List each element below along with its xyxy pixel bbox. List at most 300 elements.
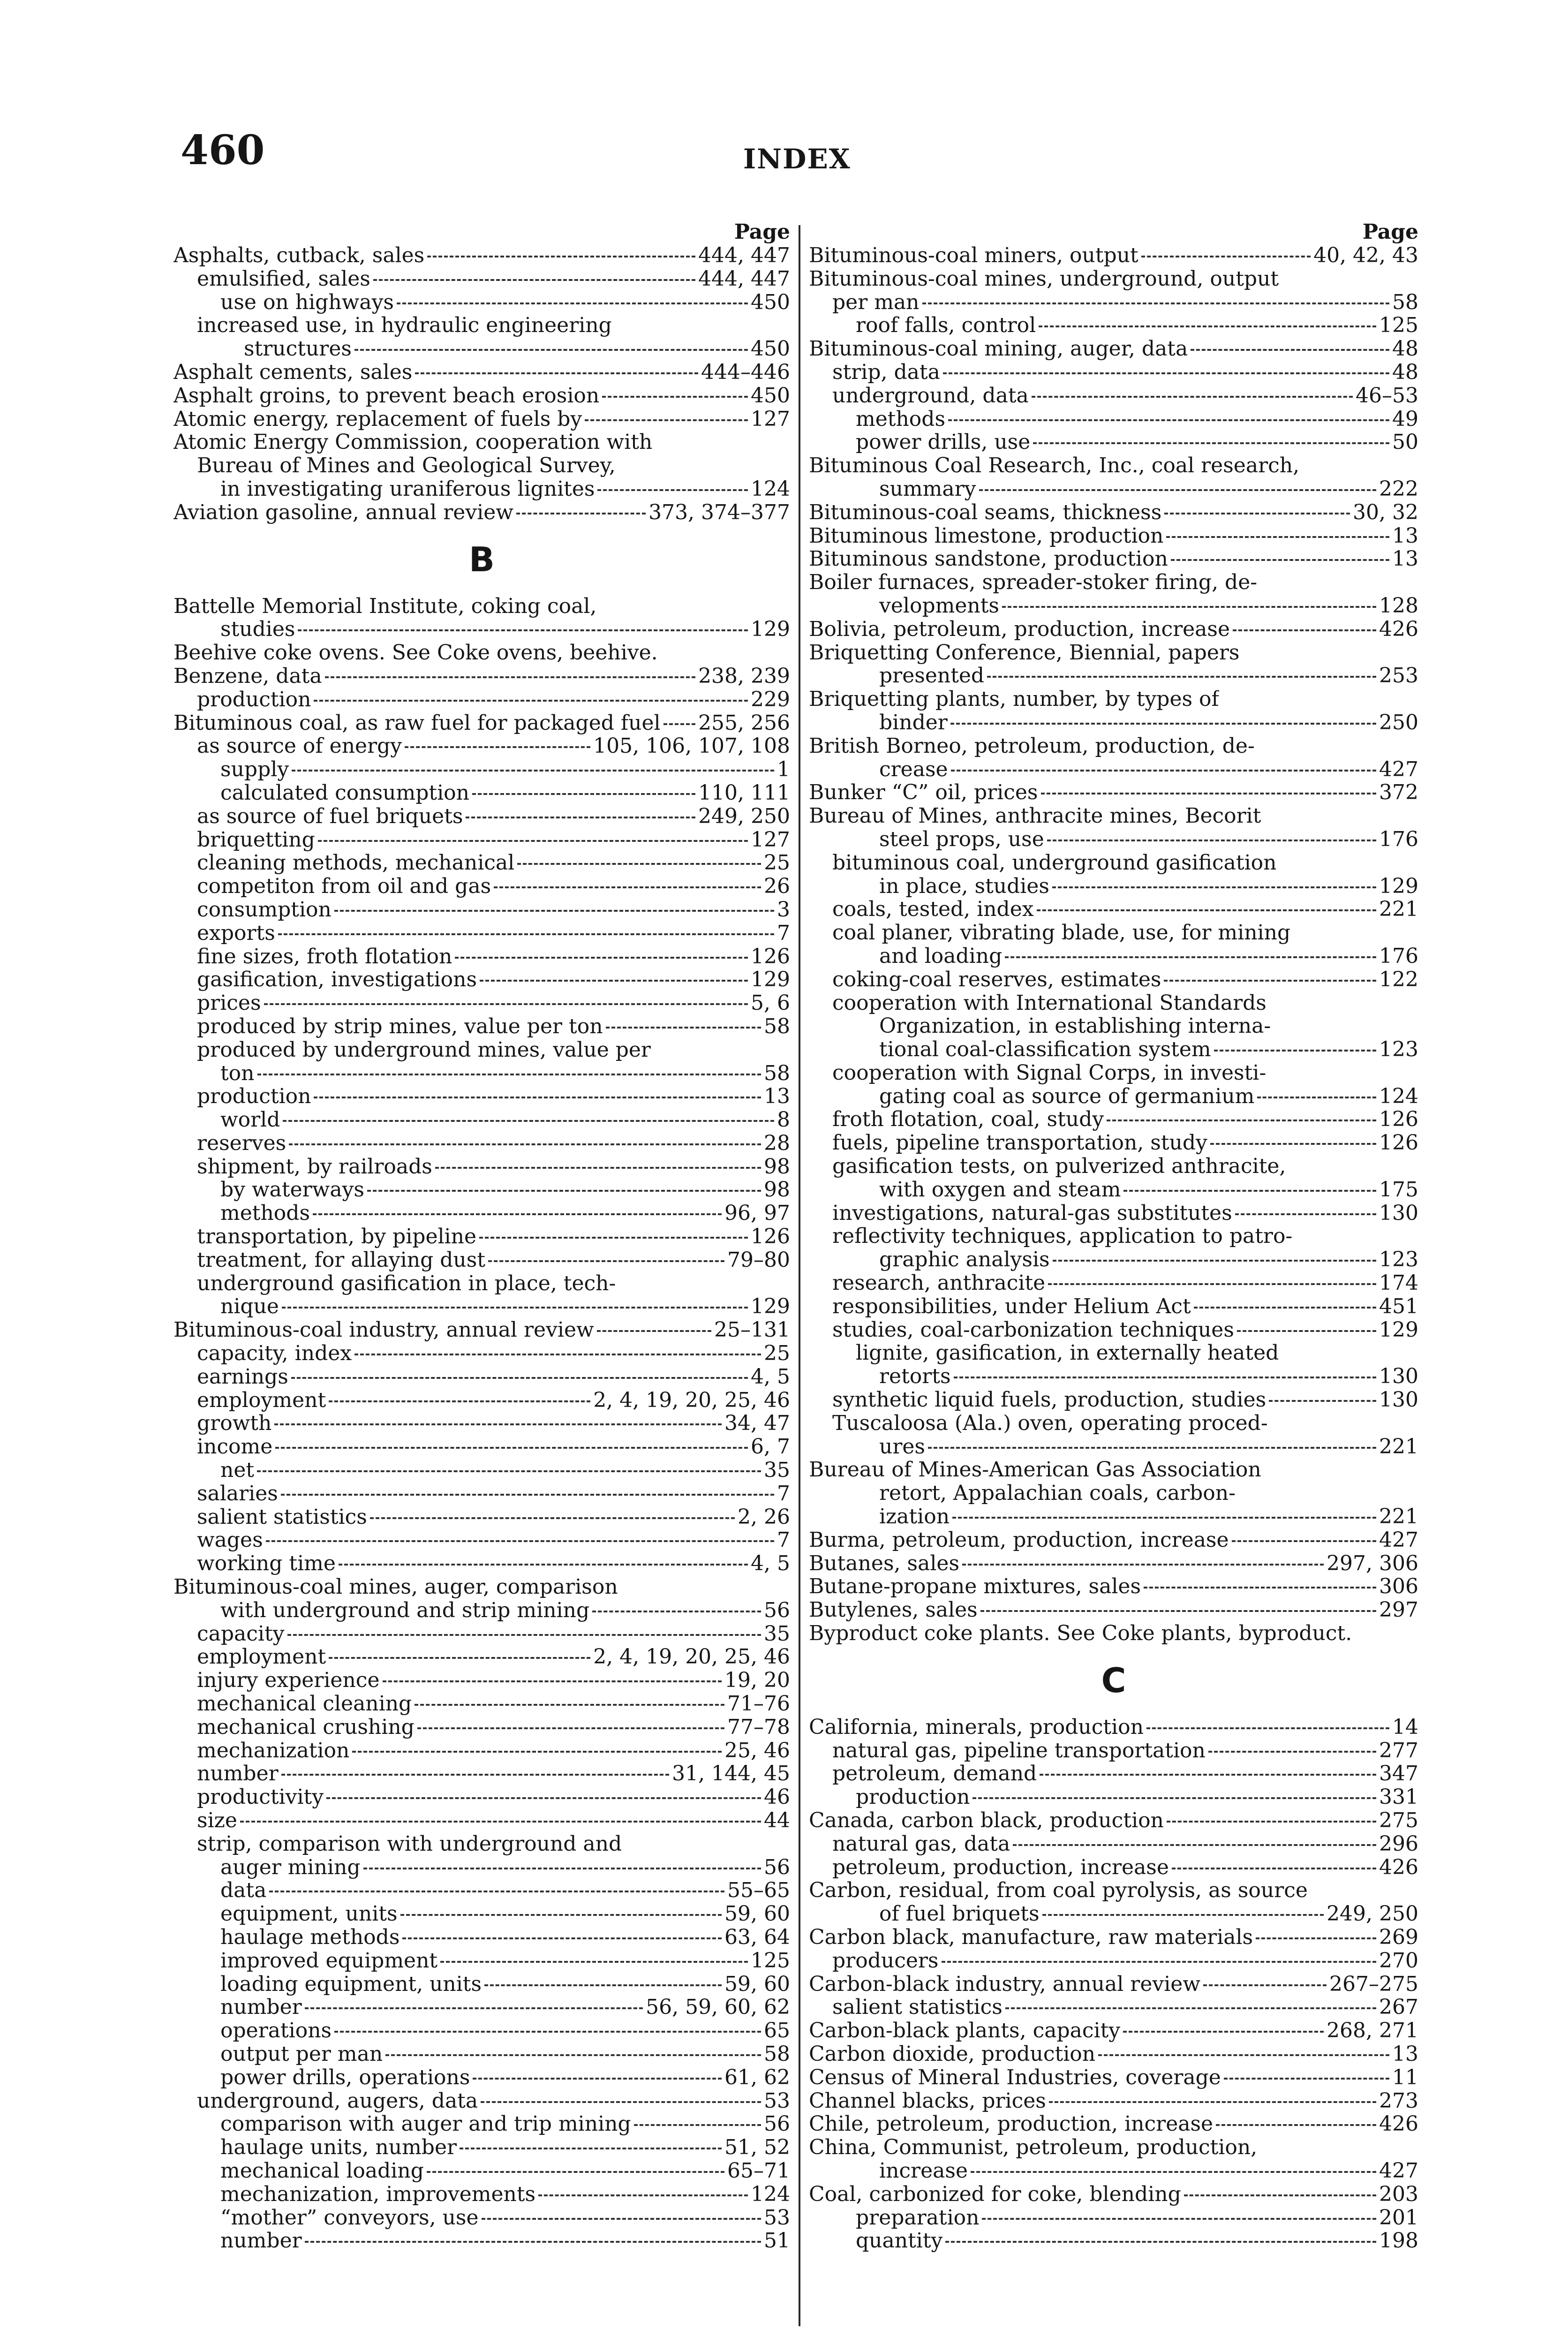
index-entry: [173, 805, 790, 828]
index-entry-text: Bituminous-coal mines, underground, output: [809, 267, 1279, 291]
dot-leader: [313, 1213, 722, 1215]
index-entry-text: natural gas, data: [832, 1832, 1010, 1856]
index-entry-pages: 427: [1379, 2158, 1418, 2183]
index-entry: [809, 408, 1418, 431]
dot-leader: [1166, 536, 1389, 538]
dot-leader: [1194, 1307, 1376, 1309]
index-entry-text: number: [220, 1996, 302, 2020]
index-entry: [809, 875, 1418, 898]
index-entry-text: Canada, carbon black, production: [809, 1809, 1164, 1832]
index-entry-text: coking-coal reserves, estimates: [832, 968, 1161, 991]
dot-leader: [987, 676, 1376, 678]
index-entry: [809, 991, 1418, 1015]
dot-leader: [1042, 1914, 1324, 1916]
index-entry-text: mechanical crushing: [197, 1715, 415, 1739]
dot-leader: [325, 676, 695, 678]
index-entry-text: production: [197, 1085, 311, 1109]
index-entry: [809, 1598, 1418, 1622]
index-entry-pages: 124: [751, 2182, 790, 2206]
index-entry: [173, 1389, 790, 1412]
index-entry: [809, 1458, 1418, 1482]
index-entry-pages: 65: [764, 2019, 790, 2043]
index-entry-text: consumption: [197, 898, 332, 922]
index-entry: [173, 758, 790, 781]
dot-leader: [287, 1634, 761, 1636]
index-entry: [173, 2066, 790, 2089]
index-entry: [173, 1785, 790, 1809]
index-entry-pages: 2, 4, 19, 20, 25, 46: [593, 1645, 790, 1669]
dot-leader: [517, 863, 761, 865]
dot-leader: [1037, 909, 1376, 911]
index-entry: [173, 1832, 790, 1856]
dot-leader: [1184, 2194, 1376, 2196]
index-entry-pages: 34, 47: [724, 1411, 790, 1436]
page-number: 460: [181, 127, 265, 174]
index-entry: [173, 1178, 790, 1202]
dot-leader: [460, 2148, 722, 2149]
index-entry-text: quantity: [856, 2229, 943, 2253]
dot-leader: [383, 1680, 722, 1682]
index-entry-text: responsibilities, under Helium Act: [832, 1294, 1191, 1318]
index-entry: [809, 688, 1418, 711]
index-entry: [173, 595, 790, 618]
index-entry-text: coal planer, vibrating blade, use, for mining: [832, 921, 1291, 945]
index-entry-text: cooperation with Signal Corps, in investi-: [832, 1061, 1266, 1085]
index-entry: [809, 337, 1418, 361]
index-entry-pages: 61, 62: [724, 2065, 790, 2089]
index-entry-text: production: [197, 688, 311, 711]
dot-leader: [427, 256, 695, 257]
index-entry-text: employment: [197, 1388, 326, 1412]
index-entry-text: transportation, by pipeline: [197, 1225, 476, 1248]
dot-leader: [1098, 2054, 1389, 2056]
index-entry: [809, 734, 1418, 758]
index-entry-pages: 444, 447: [698, 266, 790, 291]
index-entry-text: earnings: [197, 1365, 288, 1389]
index-entry: [809, 1155, 1418, 1178]
index-entry-pages: 255, 256: [698, 711, 790, 735]
index-entry-pages: 26: [764, 874, 790, 899]
index-entry-text: loading equipment, units: [220, 1972, 482, 1996]
index-entry-pages: 4, 5: [751, 1364, 790, 1389]
index-entry-text: haulage methods: [220, 1925, 400, 1949]
index-entry-text: treatment, for allaying dust: [197, 1248, 486, 1272]
index-entry-text: Briquetting plants, number, by types of: [809, 688, 1219, 711]
index-entry-pages: 270: [1379, 1948, 1418, 1973]
index-entry-pages: 96, 97: [724, 1201, 790, 1225]
index-entry-text: as source of energy: [197, 734, 402, 758]
index-entry: [173, 1902, 790, 1926]
index-entry-text: velopments: [879, 594, 999, 618]
index-entry-text: equipment, units: [220, 1902, 398, 1926]
dot-leader: [943, 372, 1389, 374]
index-entry: [809, 571, 1418, 594]
index-entry-text: increase: [879, 2159, 968, 2183]
index-entry: [809, 361, 1418, 384]
index-entry-pages: 6, 7: [751, 1435, 790, 1459]
dot-leader: [298, 629, 748, 631]
index-entry-text: working time: [197, 1552, 336, 1576]
index-entry-pages: 79–80: [727, 1248, 790, 1272]
index-entry-text: mechanization, improvements: [220, 2182, 536, 2206]
dot-leader: [1257, 1097, 1376, 1098]
index-entry-text: growth: [197, 1412, 272, 1436]
dot-leader: [945, 2241, 1376, 2243]
index-entry-text: comparison with auger and trip mining: [220, 2112, 631, 2136]
index-entry: [809, 1949, 1418, 1973]
dot-leader: [1256, 1937, 1376, 1939]
index-entry-text: of fuel briquets: [879, 1902, 1040, 1926]
index-entry: [173, 1412, 790, 1435]
dot-leader: [1233, 629, 1376, 631]
index-entry-text: Benzene, data: [173, 664, 322, 688]
index-entry: [809, 291, 1418, 314]
index-entry-pages: 129: [1379, 1317, 1418, 1342]
dot-leader: [1123, 1190, 1376, 1192]
index-entry-text: froth flotation, coal, study: [832, 1108, 1104, 1132]
index-entry-pages: 40, 42, 43: [1313, 243, 1418, 267]
dot-leader: [334, 2031, 761, 2033]
index-entry-text: Asphalt cements, sales: [173, 360, 413, 384]
index-entry-pages: 13: [1392, 547, 1418, 571]
index-entry-pages: 126: [1379, 1107, 1418, 1132]
index-entry: [173, 454, 790, 477]
index-entry-text: competiton from oil and gas: [197, 875, 491, 898]
index-entry-pages: 127: [751, 407, 790, 431]
index-entry-pages: 48: [1392, 337, 1418, 361]
index-entry: [809, 1528, 1418, 1552]
index-entry: [809, 851, 1418, 875]
index-entry: [809, 1318, 1418, 1342]
dot-leader: [948, 419, 1389, 421]
index-entry-pages: 13: [764, 1084, 790, 1109]
index-entry-text: Tuscaloosa (Ala.) oven, operating proced-: [832, 1411, 1268, 1435]
index-entry-text: Byproduct coke plants. See Coke plants, byproduct.: [809, 1622, 1352, 1645]
section-letter: B: [469, 539, 495, 579]
index-entry: [809, 758, 1418, 781]
index-entry-pages: 125: [1379, 313, 1418, 338]
dot-leader: [363, 1868, 761, 1869]
index-entry-pages: 373, 374–377: [648, 500, 790, 524]
dot-leader: [1123, 2031, 1324, 2033]
index-entry-pages: 130: [1379, 1364, 1418, 1389]
index-entry: [809, 1085, 1418, 1108]
dot-leader: [585, 419, 748, 421]
dot-leader: [1208, 1751, 1376, 1753]
index-entry-text: retorts: [879, 1365, 951, 1389]
index-entry: [173, 2136, 790, 2159]
index-entry-pages: 46–53: [1356, 383, 1418, 408]
index-entry: [809, 2183, 1418, 2206]
dot-leader: [592, 1611, 761, 1612]
index-entry: [173, 1622, 790, 1646]
index-entry-pages: 268, 271: [1327, 2019, 1418, 2043]
index-entry-text: produced by strip mines, value per ton: [197, 1014, 603, 1038]
index-entry-text: cleaning methods, mechanical: [197, 851, 515, 875]
dot-leader: [291, 1377, 748, 1379]
index-entry-pages: 450: [751, 383, 790, 408]
index-entry: [809, 828, 1418, 851]
index-entry: [809, 898, 1418, 921]
index-entry: [809, 1108, 1418, 1131]
dot-leader: [318, 840, 748, 842]
dot-leader: [479, 1237, 748, 1239]
index-entry-pages: 221: [1379, 1505, 1418, 1529]
index-entry-pages: 221: [1379, 897, 1418, 922]
index-entry: [809, 524, 1418, 548]
index-entry-text: by waterways: [220, 1178, 364, 1202]
index-entry-text: ures: [879, 1435, 925, 1459]
index-entry-pages: 25, 46: [724, 1738, 790, 1763]
index-entry-text: tional coal-classification system: [879, 1038, 1211, 1061]
index-entry-pages: 203: [1379, 2182, 1418, 2206]
dot-leader: [373, 279, 695, 281]
index-entry: [173, 1716, 790, 1739]
index-entry-text: Carbon-black industry, annual review: [809, 1972, 1200, 1996]
index-entry: [173, 1645, 790, 1669]
index-entry: [173, 1248, 790, 1272]
index-entry: [173, 2159, 790, 2183]
index-entry-pages: 2, 26: [738, 1505, 790, 1529]
dot-leader: [488, 1260, 724, 1262]
index-entry-pages: 126: [751, 1225, 790, 1249]
index-entry-pages: 426: [1379, 1855, 1418, 1879]
index-entry: [809, 711, 1418, 734]
index-entry: [173, 1272, 790, 1295]
index-entry-text: binder: [879, 711, 948, 734]
index-entry-text: size: [197, 1809, 237, 1832]
index-entry: [173, 875, 790, 898]
index-entry-text: productivity: [197, 1785, 324, 1809]
index-entry-pages: 427: [1379, 757, 1418, 781]
index-entry-text: Channel blacks, prices: [809, 2089, 1046, 2113]
index-entry: [173, 1202, 790, 1225]
index-entry-pages: 3: [777, 897, 790, 922]
index-entry-pages: 11: [1392, 2065, 1418, 2089]
index-entry-pages: 269: [1379, 1925, 1418, 1949]
index-entry-text: Bituminous-coal industry, annual review: [173, 1318, 594, 1342]
index-entry-text: petroleum, demand: [832, 1762, 1037, 1786]
index-entry-text: Burma, petroleum, production, increase: [809, 1528, 1229, 1552]
index-entry-text: gasification, investigations: [197, 968, 477, 992]
index-entry: [809, 804, 1418, 828]
index-entry: [173, 618, 790, 641]
index-entry: [173, 1295, 790, 1318]
index-entry-text: mechanization: [197, 1739, 350, 1763]
index-entry-pages: 63, 64: [724, 1925, 790, 1949]
index-entry-pages: 46: [764, 1785, 790, 1809]
index-entry-pages: 427: [1379, 1528, 1418, 1552]
index-entry-pages: 198: [1379, 2229, 1418, 2253]
index-entry-text: power drills, use: [856, 431, 1031, 454]
index-entry: [173, 851, 790, 875]
dot-leader: [1237, 1330, 1376, 1332]
index-entry: [173, 1015, 790, 1038]
index-entry: [809, 431, 1418, 454]
index-entry-text: Bolivia, petroleum, production, increase: [809, 617, 1230, 641]
index-entry-text: Asphalts, cutback, sales: [173, 244, 425, 267]
index-entry-text: methods: [220, 1202, 310, 1225]
dot-leader: [982, 2218, 1376, 2220]
index-entry-pages: 2, 4, 19, 20, 25, 46: [593, 1388, 790, 1412]
index-entry-pages: 347: [1379, 1762, 1418, 1786]
index-entry: [173, 477, 790, 501]
dot-leader: [951, 770, 1376, 772]
index-entry: [173, 1762, 790, 1785]
index-entry: [173, 501, 790, 524]
index-entry: [809, 641, 1418, 665]
index-entry-pages: 13: [1392, 2042, 1418, 2066]
dot-leader: [1013, 1844, 1376, 1846]
index-entry-pages: 175: [1379, 1177, 1418, 1202]
index-entry: [173, 734, 790, 758]
index-entry-pages: 444–446: [701, 360, 790, 384]
index-entry-pages: 127: [751, 827, 790, 852]
index-entry: [173, 1225, 790, 1248]
index-entry-pages: 129: [1379, 874, 1418, 898]
index-entry: [809, 501, 1418, 524]
dot-leader: [928, 1447, 1376, 1449]
index-entry: [173, 337, 790, 361]
index-entry-pages: 176: [1379, 944, 1418, 968]
index-entry-pages: 296: [1379, 1831, 1418, 1856]
index-entry-text: Asphalt groins, to prevent beach erosion: [173, 384, 600, 408]
index-entry-pages: 267–275: [1329, 1972, 1418, 1996]
dot-leader: [971, 2171, 1376, 2173]
index-entry: [809, 1482, 1418, 1505]
dot-leader: [602, 396, 748, 398]
index-entry-text: Census of Mineral Industries, coverage: [809, 2065, 1221, 2089]
index-entry-text: capacity, index: [197, 1342, 352, 1365]
index-entry-pages: 58: [1392, 290, 1418, 314]
index-entry: [809, 664, 1418, 688]
dot-leader: [597, 489, 748, 491]
index-entry-text: coals, tested, index: [832, 898, 1034, 922]
dot-leader: [427, 2171, 724, 2173]
index-entry: [173, 1949, 790, 1973]
index-entry-pages: 126: [751, 944, 790, 968]
index-entry: [173, 1365, 790, 1389]
index-entry: [809, 1552, 1418, 1575]
index-entry-pages: 201: [1379, 2205, 1418, 2230]
section-letter: C: [1101, 1660, 1126, 1700]
index-entry-text: methods: [856, 407, 946, 431]
index-entry: [809, 1178, 1418, 1202]
index-entry-pages: 13: [1392, 523, 1418, 548]
index-entry-text: Briquetting Conference, Biennial, papers: [809, 641, 1240, 665]
index-entry-pages: 71–76: [727, 1692, 790, 1716]
index-entry-pages: 267: [1379, 1995, 1418, 2020]
dot-leader: [257, 1074, 761, 1075]
index-entry-text: Butane-propane mixtures, sales: [809, 1575, 1141, 1599]
index-entry-text: data: [220, 1879, 267, 1903]
dot-leader: [466, 817, 695, 818]
index-entry-text: Chile, petroleum, production, increase: [809, 2112, 1214, 2136]
index-entry-pages: 19, 20: [724, 1668, 790, 1693]
dot-leader: [1052, 886, 1376, 888]
dot-leader: [1049, 2101, 1376, 2103]
dot-leader: [354, 349, 748, 351]
index-entry-text: and loading: [879, 944, 1003, 968]
index-entry: [809, 2206, 1418, 2230]
index-entry-text: number: [197, 1762, 279, 1786]
dot-leader: [472, 793, 695, 795]
index-entry-pages: 98: [764, 1178, 790, 1202]
dot-leader: [484, 1984, 722, 1986]
index-entry: [173, 1692, 790, 1716]
index-entry: [173, 1038, 790, 1062]
index-entry-pages: 129: [751, 1294, 790, 1319]
index-entry: [809, 618, 1418, 641]
index-entry: [809, 1365, 1418, 1388]
dot-leader: [281, 1774, 669, 1776]
index-entry-text: preparation: [856, 2206, 980, 2230]
index-entry-pages: 56: [764, 2112, 790, 2136]
index-entry-pages: 5, 6: [751, 991, 790, 1015]
index-entry-pages: 426: [1379, 2112, 1418, 2136]
dot-leader: [289, 1143, 761, 1145]
index-entry-text: Bituminous-coal mines, auger, comparison: [173, 1575, 618, 1599]
dot-leader: [415, 372, 698, 374]
index-entry: [173, 2112, 790, 2136]
dot-leader: [1191, 349, 1389, 351]
index-entry-pages: 28: [764, 1131, 790, 1155]
index-entry: [173, 361, 790, 384]
index-entry-pages: 30, 32: [1353, 500, 1418, 524]
dot-leader: [1141, 256, 1311, 257]
index-entry: [173, 922, 790, 945]
index-entry-text: crease: [879, 757, 948, 781]
index-entry-text: presented: [879, 664, 985, 688]
index-entry: [173, 1856, 790, 1879]
page-column-label: Page: [1362, 220, 1418, 244]
index-entry-text: haulage units, number: [220, 2136, 457, 2159]
index-entry-text: use on highways: [220, 290, 394, 314]
dot-leader: [1002, 606, 1376, 608]
dot-leader: [385, 2054, 761, 2056]
index-entry: [809, 1202, 1418, 1225]
index-entry-pages: 277: [1379, 1738, 1418, 1763]
dot-leader: [402, 1937, 722, 1939]
index-entry-pages: 53: [764, 2088, 790, 2113]
index-entry: [173, 1085, 790, 1108]
dot-leader: [352, 1751, 722, 1753]
index-entry: [173, 384, 790, 408]
index-entry: [173, 1575, 790, 1599]
index-entry-text: China, Communist, petroleum, production,: [809, 2136, 1258, 2159]
index-entry: [809, 1412, 1418, 1435]
index-entry-text: roof falls, control: [856, 314, 1036, 338]
dot-leader: [329, 1400, 590, 1402]
index-entry-text: underground, data: [832, 384, 1029, 408]
index-entry: [173, 291, 790, 314]
dot-leader: [240, 1821, 761, 1823]
index-entry-pages: 450: [751, 290, 790, 314]
index-entry-pages: 51: [764, 2229, 790, 2253]
dot-leader: [305, 2007, 643, 2009]
index-entry-pages: 229: [751, 687, 790, 711]
dot-leader: [1040, 1774, 1376, 1776]
index-entry-pages: 124: [1379, 1084, 1418, 1108]
dot-leader: [954, 1377, 1376, 1378]
index-entry: [809, 1038, 1418, 1061]
dot-leader: [663, 723, 695, 725]
index-entry: [809, 1762, 1418, 1785]
index-entry: [809, 2229, 1418, 2253]
dot-leader: [962, 1564, 1324, 1566]
index-entry-text: briquetting: [197, 828, 315, 852]
index-entry-text: Bureau of Mines-American Gas Association: [809, 1458, 1261, 1482]
